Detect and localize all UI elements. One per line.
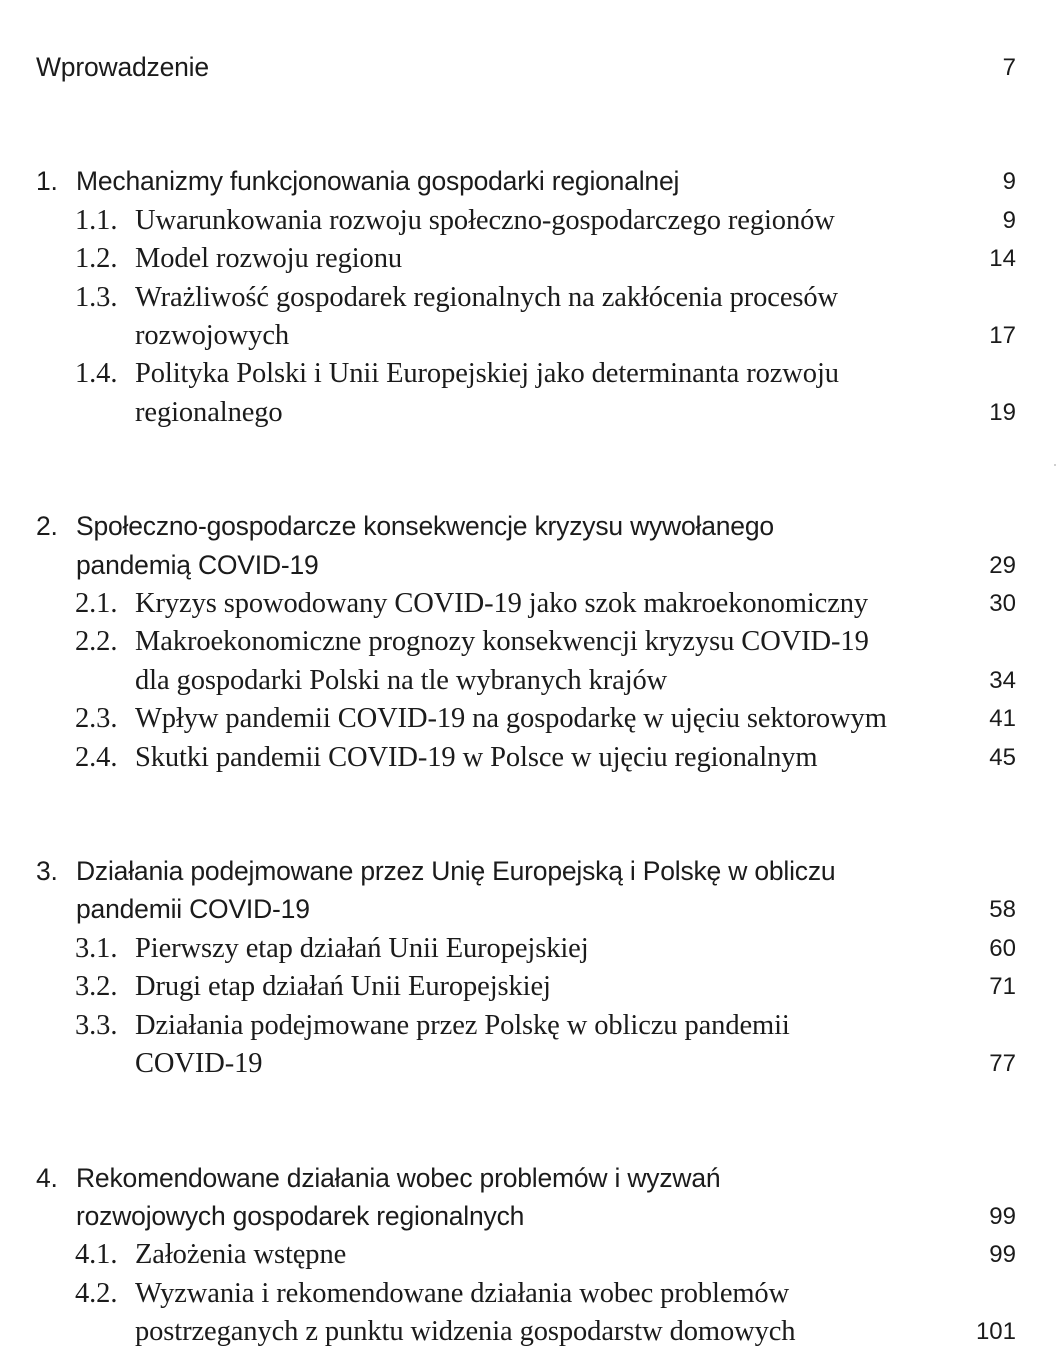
page-number: 71 (989, 973, 1016, 1001)
section-title: regionalnego (135, 396, 283, 428)
section-number: 3.3. (75, 1009, 118, 1041)
scan-speck (1054, 464, 1056, 466)
toc-chapter-line (0, 511, 1060, 549)
toc-section-line (0, 933, 1060, 971)
chapter-number: 3. (36, 856, 58, 887)
section-number: 1.1. (75, 204, 118, 236)
chapter-title: rozwojowych gospodarek regionalnych (76, 1200, 525, 1231)
section-title: Działania podejmowane przez Polskę w obliczu pandemii (135, 1009, 790, 1041)
toc-section-line (0, 205, 1060, 243)
toc-section-line (0, 397, 1060, 435)
page-number: 14 (989, 245, 1016, 273)
chapter-number: 2. (36, 511, 58, 542)
toc-chapter-line (0, 856, 1060, 894)
toc-section-line (0, 1010, 1060, 1048)
section-number: 3.2. (75, 971, 118, 1003)
toc-chapter-line (0, 894, 1060, 932)
section-number: 4.2. (75, 1277, 118, 1309)
page-number: 34 (989, 666, 1016, 694)
page-number: 17 (989, 322, 1016, 350)
section-title: COVID-19 (135, 1048, 263, 1080)
chapter-title: Mechanizmy funkcjonowania gospodarki regionalnej (76, 166, 680, 197)
toc-chapter-line (0, 1163, 1060, 1201)
entry-title: Wprowadzenie (36, 52, 209, 82)
toc-section-line (0, 1316, 1060, 1354)
toc-section-line (0, 1278, 1060, 1316)
page-number: 77 (989, 1050, 1016, 1078)
section-title: Wrażliwość gospodarek regionalnych na zakłócenia procesów (135, 281, 838, 313)
section-number: 3.1. (75, 932, 118, 964)
toc-section-line (0, 1048, 1060, 1086)
section-number: 1.3. (75, 281, 118, 313)
section-number: 2.2. (75, 626, 118, 658)
toc-section-line (0, 243, 1060, 281)
toc-section-line (0, 588, 1060, 626)
page-number: 9 (1002, 206, 1016, 234)
section-number: 1.4. (75, 358, 118, 390)
chapter-number: 4. (36, 1162, 58, 1193)
section-number: 2.3. (75, 703, 118, 735)
toc-chapter-line (0, 166, 1060, 204)
section-title: Założenia wstępne (135, 1239, 347, 1271)
page-number: 30 (989, 590, 1016, 618)
section-title: postrzeganych z punktu widzenia gospodarstw domowych (135, 1316, 796, 1348)
page-number: 19 (989, 398, 1016, 426)
section-title: Uwarunkowania rozwoju społeczno-gospodarczego regionów (135, 204, 835, 236)
page-number: 101 (975, 1318, 1016, 1346)
page-number: 41 (989, 705, 1016, 733)
section-title: dla gospodarki Polski na tle wybranych krajów (135, 664, 668, 696)
chapter-title: Działania podejmowane przez Unię Europejską i Polskę w obliczu (76, 856, 836, 887)
toc-section-line (0, 358, 1060, 396)
chapter-title: pandemii COVID-19 (76, 894, 310, 925)
section-number: 1.2. (75, 243, 118, 275)
page-number: 45 (989, 743, 1016, 771)
section-number: 2.1. (75, 588, 118, 620)
page-number: 99 (989, 1202, 1016, 1230)
chapter-title: pandemią COVID-19 (76, 549, 319, 580)
page-number: 99 (989, 1241, 1016, 1269)
chapter-number: 1. (36, 166, 58, 197)
toc-entry-intro (0, 52, 1060, 90)
section-number: 2.4. (75, 741, 118, 773)
section-title: Wyzwania i rekomendowane działania wobec problemów (135, 1277, 790, 1309)
page-number: 58 (989, 896, 1016, 924)
toc-section-line (0, 742, 1060, 780)
section-title: rozwojowych (135, 320, 290, 352)
section-title: Polityka Polski i Unii Europejskiej jako determinanta rozwoju (135, 358, 839, 390)
section-number: 4.1. (75, 1239, 118, 1271)
section-title: Makroekonomiczne prognozy konsekwencji kryzysu COVID-19 (135, 626, 869, 658)
chapter-title: Społeczno-gospodarcze konsekwencje kryzysu wywołanego (76, 511, 774, 542)
page-number: 9 (1002, 168, 1016, 196)
toc-section-line (0, 626, 1060, 664)
toc-section-line (0, 703, 1060, 741)
section-title: Skutki pandemii COVID-19 w Polsce w ujęciu regionalnym (135, 741, 818, 773)
toc-section-line (0, 971, 1060, 1009)
section-title: Kryzys spowodowany COVID-19 jako szok makroekonomiczny (135, 588, 869, 620)
toc-chapter-line (0, 1201, 1060, 1239)
section-title: Model rozwoju regionu (135, 243, 403, 275)
chapter-title: Rekomendowane działania wobec problemów i wyzwań (76, 1162, 721, 1193)
toc-section-line (0, 665, 1060, 703)
section-title: Pierwszy etap działań Unii Europejskiej (135, 932, 589, 964)
page-number: 60 (989, 934, 1016, 962)
toc-section-line (0, 282, 1060, 320)
page-number: 29 (989, 551, 1016, 579)
page-number: 7 (1002, 54, 1016, 81)
section-title: Wpływ pandemii COVID-19 na gospodarkę w ujęciu sektorowym (135, 703, 887, 735)
toc-section-line (0, 1239, 1060, 1277)
toc-chapter-line (0, 550, 1060, 588)
toc-section-line (0, 320, 1060, 358)
section-title: Drugi etap działań Unii Europejskiej (135, 971, 551, 1003)
